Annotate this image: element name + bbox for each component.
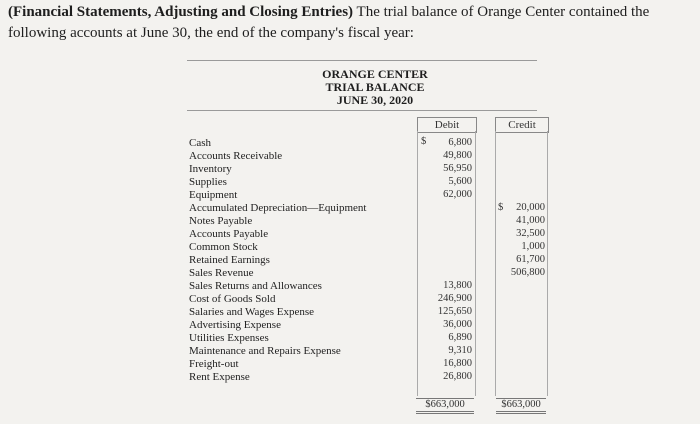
top-rule bbox=[187, 60, 537, 61]
credit-amount: 1,000 bbox=[521, 241, 545, 252]
account-name: Salaries and Wages Expense bbox=[189, 306, 315, 318]
account-name: Retained Earnings bbox=[189, 254, 270, 266]
debit-amount: 9,310 bbox=[448, 345, 472, 356]
problem-text-line2: following accounts at June 30, the end of the company's fiscal year: bbox=[8, 25, 414, 41]
debit-amount: 246,900 bbox=[437, 293, 472, 304]
account-name: Equipment bbox=[189, 189, 238, 201]
account-name: Maintenance and Repairs Expense bbox=[189, 345, 341, 357]
credit-amount: 61,700 bbox=[516, 254, 545, 265]
debit-amount: 26,800 bbox=[443, 371, 472, 382]
account-name: Common Stock bbox=[189, 241, 258, 253]
credit-amount: 41,000 bbox=[516, 215, 545, 226]
account-name: Advertising Expense bbox=[189, 319, 281, 331]
account-name: Accounts Receivable bbox=[189, 150, 283, 162]
debit-amount: 56,950 bbox=[443, 163, 472, 174]
credit-column-left-line bbox=[495, 131, 496, 396]
credit-dollar-sign: $ bbox=[498, 202, 504, 213]
debit-amount: 5,600 bbox=[448, 176, 472, 187]
debit-dollar-sign: $ bbox=[421, 136, 427, 147]
debit-column-right-line bbox=[475, 131, 476, 396]
credit-column-header: Credit bbox=[495, 117, 549, 133]
account-name: Accounts Payable bbox=[189, 228, 269, 240]
problem-title: (Financial Statements, Adjusting and Closing Entries) bbox=[8, 4, 354, 20]
account-name: Rent Expense bbox=[189, 371, 250, 383]
problem-statement bbox=[8, 2, 694, 44]
debit-amount: 6,890 bbox=[448, 332, 472, 343]
debit-amount: 6,800 bbox=[448, 137, 472, 148]
debit-amount: 13,800 bbox=[443, 280, 472, 291]
account-name: Accumulated Depreciation—Equipment bbox=[189, 202, 367, 214]
account-name: Utilities Expenses bbox=[189, 332, 269, 344]
account-name: Sales Returns and Allowances bbox=[189, 280, 322, 292]
account-name: Notes Payable bbox=[189, 215, 253, 227]
credit-total: $663,000 bbox=[496, 398, 546, 414]
credit-amount: 506,800 bbox=[510, 267, 545, 278]
company-name: ORANGE CENTER bbox=[322, 67, 428, 81]
account-name: Inventory bbox=[189, 163, 232, 175]
header-rule bbox=[187, 110, 537, 111]
debit-amount: 49,800 bbox=[443, 150, 472, 161]
debit-amount: 125,650 bbox=[437, 306, 472, 317]
account-name: Sales Revenue bbox=[189, 267, 254, 279]
account-name: Supplies bbox=[189, 176, 227, 188]
account-name: Cash bbox=[189, 137, 211, 149]
report-date: JUNE 30, 2020 bbox=[336, 93, 414, 107]
credit-column-right-line bbox=[547, 131, 548, 396]
credit-amount: 20,000 bbox=[516, 202, 545, 213]
debit-column-header: Debit bbox=[417, 117, 477, 133]
debit-total: $663,000 bbox=[416, 398, 474, 414]
debit-amount: 62,000 bbox=[443, 189, 472, 200]
account-name: Cost of Goods Sold bbox=[189, 293, 276, 305]
report-title: TRIAL BALANCE bbox=[325, 80, 425, 94]
credit-amount: 32,500 bbox=[516, 228, 545, 239]
debit-amount: 16,800 bbox=[443, 358, 472, 369]
account-name: Freight-out bbox=[189, 358, 239, 370]
problem-text-line1: The trial balance of Orange Center contained the bbox=[356, 4, 650, 20]
debit-amount: 36,000 bbox=[443, 319, 472, 330]
